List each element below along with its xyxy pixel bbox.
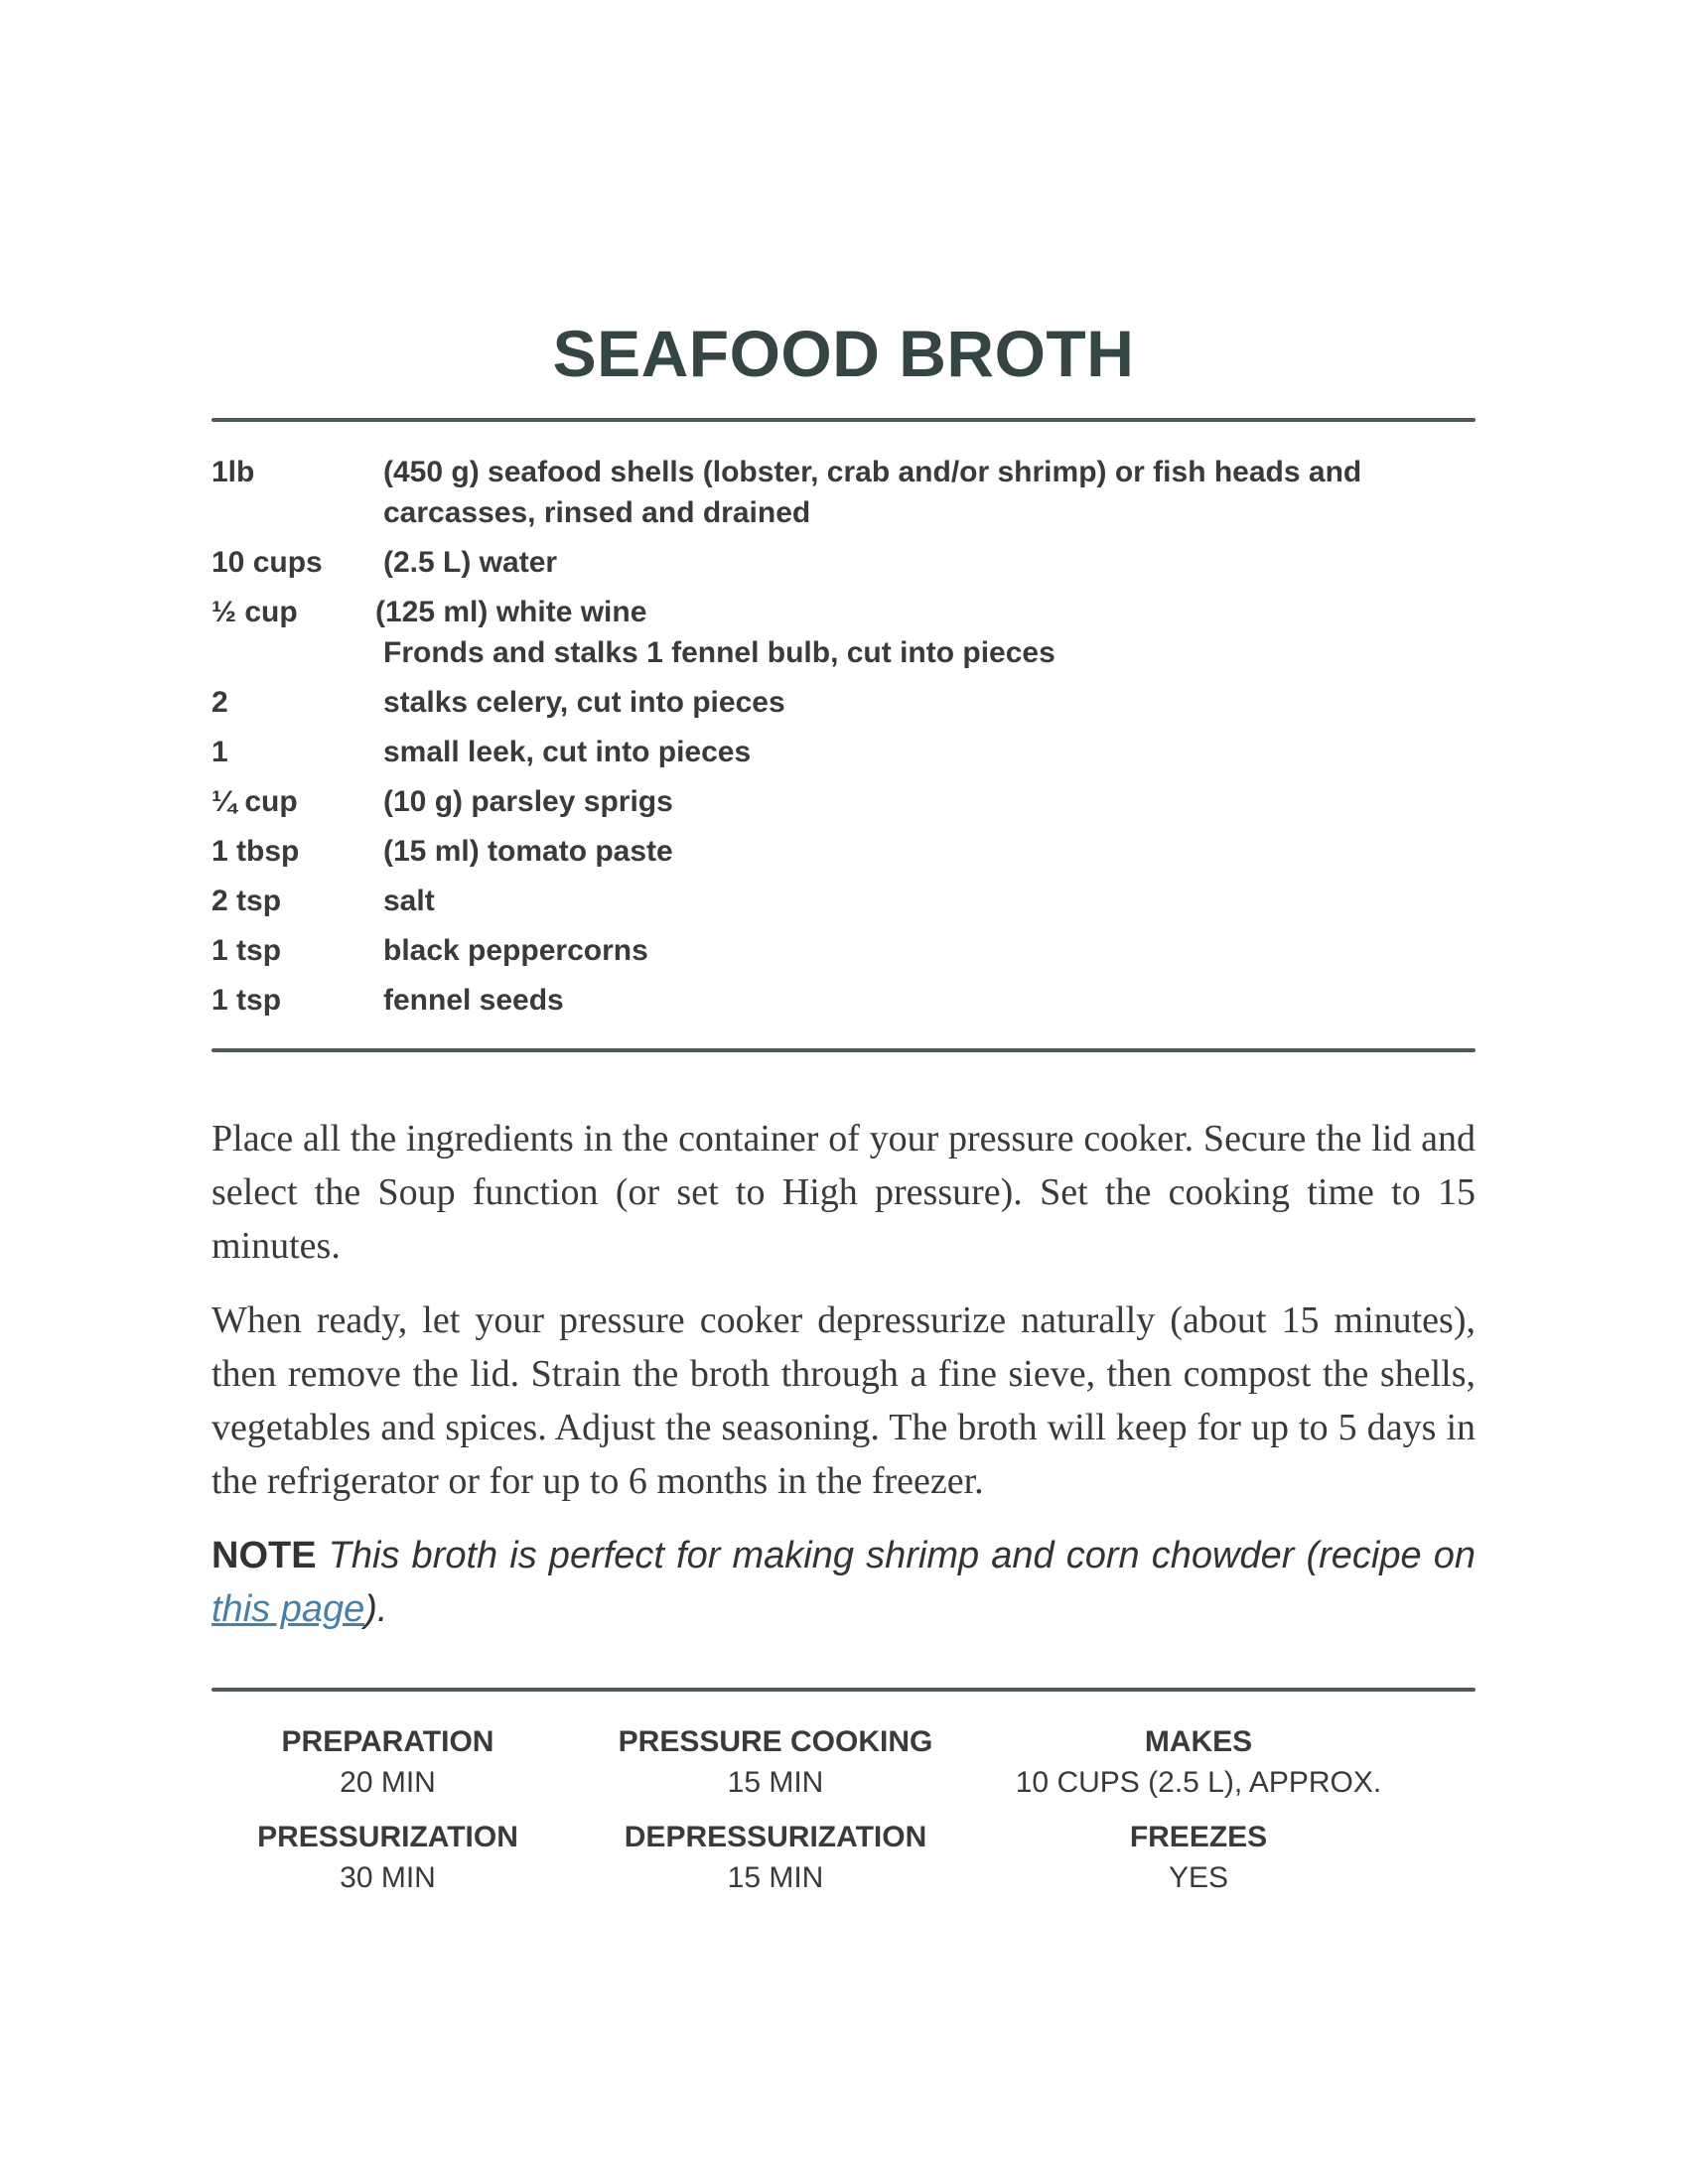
ingredient-quantity: 1 [211, 735, 228, 768]
ingredient-description [383, 881, 1476, 921]
info-pressure-cooking [564, 1721, 987, 1803]
ingredient-quantity: 1lb [211, 455, 255, 488]
ingredient-description [383, 980, 1476, 1021]
info-label: PRESSURE COOKING [618, 1724, 933, 1758]
info-value: YES [1168, 1860, 1229, 1894]
ingredient-row [211, 881, 1476, 921]
note-text-end: ). [364, 1587, 388, 1630]
ingredient-line: (125 ml) white wine [375, 595, 647, 628]
bottom-divider [211, 1688, 1476, 1692]
info-value: 30 MIN [340, 1860, 436, 1894]
recipe-page-link[interactable]: this page [211, 1587, 365, 1630]
info-freezes [987, 1817, 1410, 1898]
info-value: 15 MIN [727, 1860, 824, 1894]
ingredient-line: Fronds and stalks 1 fennel bulb, cut into pieces [383, 635, 1055, 669]
ingredient-quantity: 10 cups [211, 545, 323, 579]
info-value: 15 MIN [727, 1765, 824, 1799]
ingredient-quantity: ½ cup [211, 595, 298, 628]
ingredient-line: (10 g) parsley sprigs [383, 784, 673, 818]
ingredient-row [211, 781, 1476, 822]
ingredient-description [375, 592, 1476, 673]
ingredient-description [383, 732, 1476, 772]
ingredient-row [211, 831, 1476, 872]
ingredient-line: stalks celery, cut into pieces [383, 685, 785, 719]
ingredient-row [211, 682, 1476, 723]
ingredient-description [383, 781, 1476, 822]
ingredient-row [211, 980, 1476, 1021]
info-depressurization [564, 1817, 987, 1898]
info-label: FREEZES [1129, 1820, 1268, 1853]
ingredient-line: (15 ml) tomato paste [383, 834, 673, 868]
ingredient-line: salt [383, 884, 435, 917]
ingredient-quantity: 1 tsp [211, 933, 282, 967]
ingredient-row [211, 930, 1476, 971]
info-pressurization [211, 1817, 564, 1898]
info-value: 10 CUPS (2.5 L), APPROX. [1015, 1765, 1382, 1799]
info-label: DEPRESSURIZATION [624, 1820, 927, 1853]
ingredient-row [211, 452, 1476, 533]
method-section [211, 1112, 1476, 1508]
ingredient-row [211, 732, 1476, 772]
ingredient-description [383, 542, 1476, 583]
recipe-title: SEAFOOD BROTH [552, 317, 1135, 390]
ingredient-line: carcasses, rinsed and drained [383, 495, 811, 529]
note-label: NOTE [211, 1534, 317, 1576]
method-paragraph: Place all the ingredients in the container of your pressure cooker. Secure the lid and select the Soup function (or set to High pressure). Set the cooking time to 15 minutes. [211, 1117, 1476, 1267]
ingredient-line: black peppercorns [383, 933, 648, 967]
info-preparation [211, 1721, 564, 1803]
info-label: PRESSURIZATION [257, 1820, 518, 1853]
ingredient-line: (450 g) seafood shells (lobster, crab and/or shrimp) or fish heads and [383, 455, 1362, 488]
note-text: This broth is perfect for making shrimp and corn chowder (recipe on [328, 1534, 1477, 1576]
ingredient-quantity: 2 [211, 685, 228, 719]
ingredient-description [383, 452, 1476, 533]
info-makes [987, 1721, 1410, 1803]
ingredient-line: fennel seeds [383, 983, 564, 1017]
ingredient-line: (2.5 L) water [383, 545, 558, 579]
ingredient-list [211, 452, 1476, 1021]
recipe-info-grid [211, 1721, 1476, 1898]
ingredient-description [383, 831, 1476, 872]
note [211, 1529, 1476, 1636]
ingredient-row [211, 592, 1476, 673]
ingredient-description [383, 682, 1476, 723]
ingredient-quantity: 1 tsp [211, 983, 282, 1017]
method-paragraph: When ready, let your pressure cooker depressurize naturally (about 15 minutes), then remove the lid. Strain the broth through a fine sieve, then compost the shells, vegetables and spices. Adjust the seasoning. The broth will keep for up to 5 days in the refrigerator or for up to 6 months in the freezer. [211, 1298, 1476, 1502]
ingredient-description [383, 930, 1476, 971]
ingredient-row [211, 542, 1476, 583]
top-divider [211, 418, 1476, 422]
info-label: PREPARATION [281, 1724, 494, 1758]
ingredient-quantity: ¼ cup [211, 784, 298, 818]
recipe-page [211, 318, 1476, 1898]
info-value: 20 MIN [340, 1765, 436, 1799]
ingredient-line: small leek, cut into pieces [383, 735, 752, 768]
info-label: MAKES [1144, 1724, 1253, 1758]
ingredient-quantity: 1 tbsp [211, 834, 300, 868]
ingredient-quantity: 2 tsp [211, 884, 282, 917]
middle-divider [211, 1048, 1476, 1052]
